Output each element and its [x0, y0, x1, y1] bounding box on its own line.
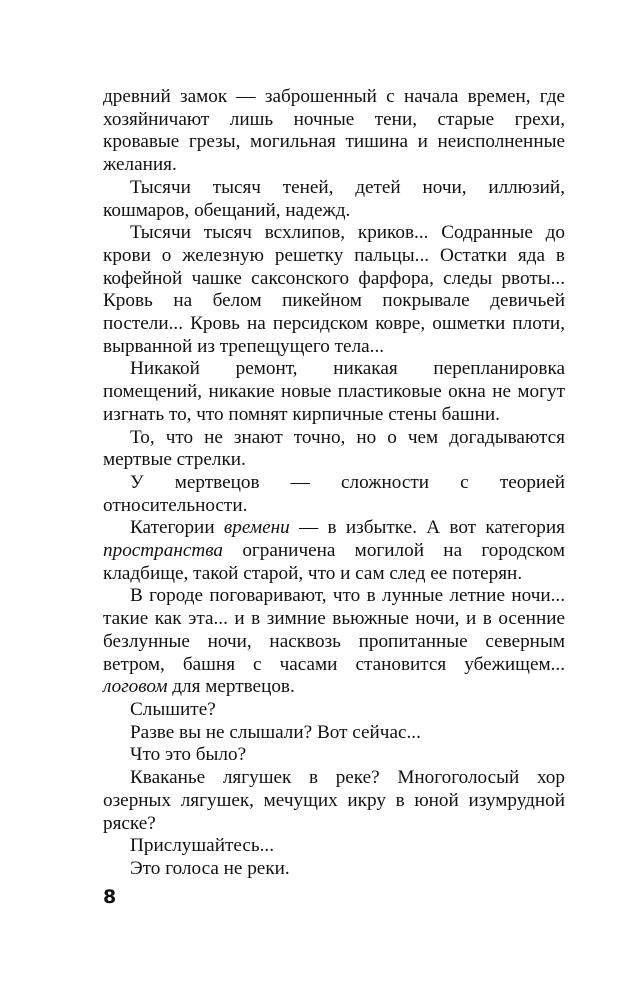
- paragraph: [103, 222, 565, 358]
- text-run: для мертвецов.: [167, 676, 295, 698]
- text-run: Категории: [130, 517, 224, 539]
- text-run: Никакой ремонт, никакая перепланировка помещений, никакие новые пластиковые окна не могут изгнать то, что помнят кирпичные стены башни.: [103, 358, 565, 425]
- text-run: У мертвецов — сложности с теорией относительности.: [103, 471, 565, 516]
- text-run: Кваканье лягушек в реке? Многоголосый хор озерных лягушек, мечущих икру в юной изумрудной ряске?: [103, 767, 565, 834]
- paragraph: [103, 585, 565, 699]
- text-run: ограничена могилой на городском кладбище, такой старой, что и сам след ее потерян.: [103, 540, 565, 584]
- text-run: Разве вы не слышали? Вот сейчас...: [130, 721, 421, 743]
- paragraph: [103, 699, 565, 722]
- text-run: Тысячи тысяч всхлипов, криков... Содранные до крови о железную решетку пальцы... Остатки яда в кофейной чашке саксонского фарфора, следы рвоты... Кровь на белом пикейном покрывале девичьей постели... Кровь на персидском ковре, ошметки плоти, вырванной из трепещущего тела...: [103, 222, 565, 357]
- paragraph: [103, 177, 565, 222]
- paragraph: [103, 722, 565, 745]
- italic-text: пространства: [103, 540, 224, 562]
- text-run: Это голоса не реки.: [130, 857, 290, 879]
- italic-text: логовом: [103, 676, 168, 698]
- text-run: В городе поговаривают, что в лунные летние ночи... такие как эта... и в зимние вьюжные ночи, и в осенние безлунные ночи, насквозь пропитанные северным ветром, башня с часами становится убежищем...: [103, 585, 565, 675]
- text-run: — в избытке. А вот категория: [289, 517, 565, 539]
- paragraph: [103, 472, 565, 517]
- text-run: Слышите?: [130, 698, 216, 720]
- paragraph: [103, 858, 565, 881]
- paragraph: [103, 517, 565, 585]
- paragraph: [103, 427, 565, 472]
- text-run: древний замок — заброшенный с начала времен, где хозяйничают лишь ночные тени, старые грехи, кровавые грезы, могильная тишина и неисполненные желания.: [103, 86, 565, 176]
- page-number: 8: [103, 886, 117, 908]
- text-run: То, что не знают точно, но о чем догадываются мертвые стрелки.: [103, 426, 565, 471]
- page-text: [103, 86, 565, 881]
- italic-text: времени: [223, 517, 290, 539]
- paragraph: [103, 835, 565, 858]
- paragraph: [103, 744, 565, 767]
- paragraph: [103, 358, 565, 426]
- paragraph: [103, 86, 565, 177]
- text-run: Что это было?: [130, 744, 247, 766]
- text-run: Тысячи тысяч теней, детей ночи, иллюзий, кошмаров, обещаний, надежд.: [103, 176, 565, 221]
- paragraph: [103, 767, 565, 835]
- text-run: Прислушайтесь...: [130, 835, 275, 857]
